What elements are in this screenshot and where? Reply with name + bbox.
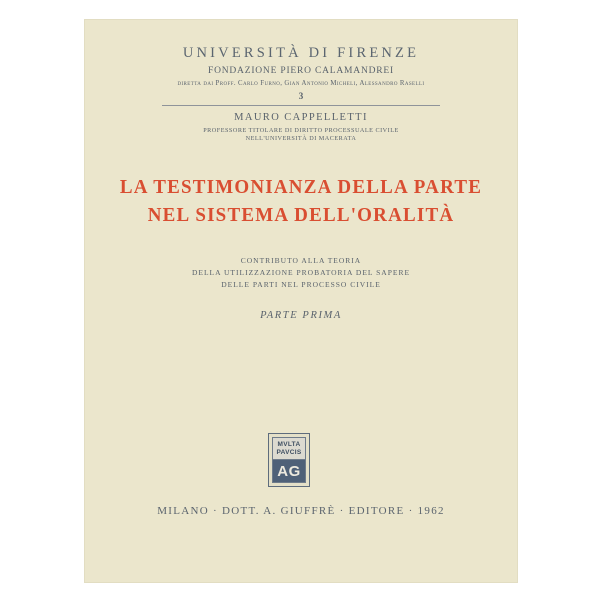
emblem-motto-line1: MVLTA [277, 440, 301, 448]
author-name: MAURO CAPPELLETTI [234, 112, 368, 123]
part-label: PARTE PRIMA [260, 310, 342, 321]
emblem-frame [272, 437, 306, 483]
book-title-line1: LA TESTIMONIANZA DELLA PARTE [119, 176, 483, 199]
emblem-motto-line2: PAVCIS [276, 448, 302, 456]
book-title-line2: NEL SISTEMA DELL'ORALITÀ [147, 204, 455, 227]
emblem-monogram: AG [273, 460, 305, 482]
header-divider [162, 105, 440, 106]
volume-number: 3 [298, 91, 304, 101]
author-position-line1: PROFESSORE TITOLARE DI DIRITTO PROCESSUALE CIVILE [203, 127, 399, 134]
publisher-imprint: MILANO · DOTT. A. GIUFFRÈ · EDITORE · 1962 [157, 505, 445, 517]
publisher-emblem [268, 433, 310, 487]
book-cover [84, 19, 518, 583]
subtitle-line3: DELLE PARTI NEL PROCESSO CIVILE [221, 280, 381, 289]
university-name: UNIVERSITÀ DI FIRENZE [182, 45, 420, 61]
series-directors: diretta dai Proff. Carlo Furno, Gian Antonio Micheli, Alessandro Raselli [177, 80, 425, 87]
foundation-name: FONDAZIONE PIERO CALAMANDREI [207, 66, 394, 76]
emblem-motto [273, 438, 305, 460]
subtitle-line2: DELLA UTILIZZAZIONE PROBATORIA DEL SAPERE [191, 268, 411, 277]
author-position-line2: NELL'UNIVERSITÀ DI MACERATA [245, 135, 357, 142]
subtitle-line1: CONTRIBUTO ALLA TEORIA [240, 256, 362, 265]
